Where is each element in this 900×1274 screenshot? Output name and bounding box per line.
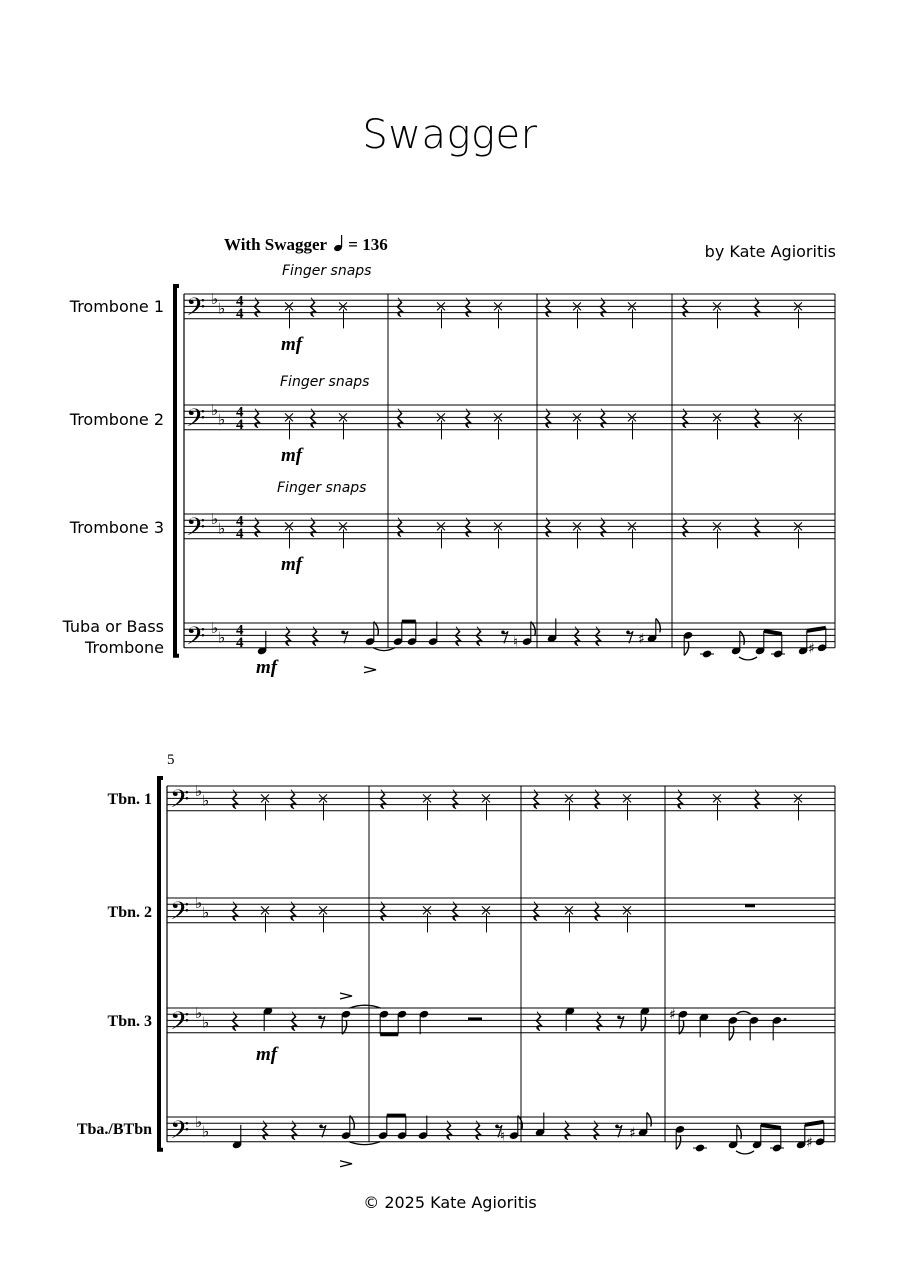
flat-sign-icon: ♭ (195, 1113, 203, 1132)
composer-credit: by Kate Agioritis (704, 242, 836, 261)
note-flag (729, 1026, 734, 1040)
time-signature-digit: 4 (236, 634, 244, 651)
note-flag (656, 619, 661, 633)
flat-sign-icon: ♭ (218, 410, 226, 429)
time-signature-digit: 4 (236, 305, 244, 322)
dynamic-mf: mf (256, 1044, 278, 1065)
accidental-icon: ♯ (806, 1134, 813, 1151)
note-flag (684, 641, 689, 655)
note-flag (641, 1017, 646, 1031)
flat-sign-icon: ♭ (202, 903, 210, 922)
bass-clef-icon: 𝄢 (170, 1115, 190, 1151)
bass-clef-icon: 𝄢 (186, 512, 206, 548)
note-flag (374, 622, 379, 636)
instrument-name-trombone-1: Trombone 1 (69, 297, 164, 316)
accidental-icon: ♮ (500, 1128, 506, 1145)
bass-clef-icon: 𝄢 (186, 292, 206, 328)
note-flag (531, 622, 536, 636)
tie (739, 657, 757, 660)
instrument-name-tbn-2: Tbn. 2 (107, 904, 152, 921)
note-beam (805, 1122, 824, 1125)
note-flag (647, 1113, 652, 1127)
bass-clef-icon: 𝄢 (170, 784, 190, 820)
flat-sign-icon: ♭ (202, 1013, 210, 1032)
tempo-bpm: = 136 (348, 235, 388, 254)
flat-sign-icon: ♭ (218, 519, 226, 538)
accent-mark (340, 993, 352, 999)
bass-clef-icon: 𝄢 (170, 896, 190, 932)
time-signature-digit: 4 (236, 293, 244, 310)
flat-sign-icon: ♭ (218, 299, 226, 318)
instrument-name-tba-btbn: Tba./BTbn (76, 1121, 152, 1138)
flat-sign-icon: ♭ (211, 619, 219, 638)
accidental-icon: ♯ (629, 1125, 636, 1142)
half-rest (468, 1017, 482, 1020)
time-signature-digit: 4 (236, 513, 244, 530)
flat-sign-icon: ♭ (211, 290, 219, 309)
system-bracket (159, 778, 163, 1150)
note-flag (350, 1116, 355, 1130)
accent-mark (364, 667, 376, 673)
note-flag (676, 1135, 681, 1149)
instrument-name-tuba: Tuba or Bass Trombone (62, 617, 164, 657)
time-signature-digit: 4 (236, 525, 244, 542)
note-flag (740, 631, 745, 645)
time-signature-digit: 4 (236, 404, 244, 421)
note-beam (807, 628, 826, 631)
technique-text-trombone-2: Finger snaps (280, 374, 370, 390)
accent-mark (340, 1161, 352, 1167)
time-signature-digit: 4 (236, 622, 244, 639)
time-signature-digit: 4 (236, 416, 244, 433)
flat-sign-icon: ♭ (211, 401, 219, 420)
technique-text-trombone-1: Finger snaps (282, 263, 372, 279)
dynamic-mf: mf (281, 554, 303, 575)
bass-clef-icon: 𝄢 (186, 621, 206, 657)
note-flag (342, 1020, 347, 1034)
dynamic-mf: mf (256, 657, 278, 678)
flat-sign-icon: ♭ (202, 1122, 210, 1141)
tempo-text: With Swagger (224, 235, 327, 254)
measure-number: 5 (167, 752, 175, 768)
note-flag (737, 1125, 742, 1139)
flat-sign-icon: ♭ (202, 791, 210, 810)
flat-sign-icon: ♭ (195, 894, 203, 913)
bass-clef-icon: 𝄢 (186, 403, 206, 439)
accidental-icon: ♯ (638, 631, 645, 648)
accidental-icon: ♯ (808, 640, 815, 657)
tie (736, 1151, 754, 1154)
flat-sign-icon: ♭ (218, 628, 226, 647)
augmentation-dot (784, 1018, 787, 1021)
score-title: Swagger (362, 112, 538, 158)
bass-clef-icon: 𝄢 (170, 1006, 190, 1042)
accidental-icon: ♮ (513, 634, 519, 651)
instrument-name-trombone-2: Trombone 2 (69, 410, 164, 429)
note-beam (761, 1125, 781, 1128)
whole-rest (745, 904, 755, 907)
flat-sign-icon: ♭ (211, 510, 219, 529)
instrument-name-trombone-3: Trombone 3 (69, 518, 164, 537)
note-beam (764, 631, 782, 634)
technique-text-trombone-3: Finger snaps (277, 480, 367, 496)
accidental-icon: ♯ (669, 1007, 676, 1024)
note-flag (679, 1020, 684, 1034)
dynamic-mf: mf (281, 445, 303, 466)
flat-sign-icon: ♭ (195, 782, 203, 801)
system-bracket (175, 286, 179, 656)
copyright-notice: © 2025 Kate Agioritis (363, 1193, 537, 1212)
instrument-name-tbn-3: Tbn. 3 (107, 1013, 152, 1030)
note-flag (518, 1116, 523, 1130)
dynamic-mf: mf (281, 334, 303, 355)
flat-sign-icon: ♭ (195, 1004, 203, 1023)
instrument-name-tbn-1: Tbn. 1 (107, 791, 152, 808)
